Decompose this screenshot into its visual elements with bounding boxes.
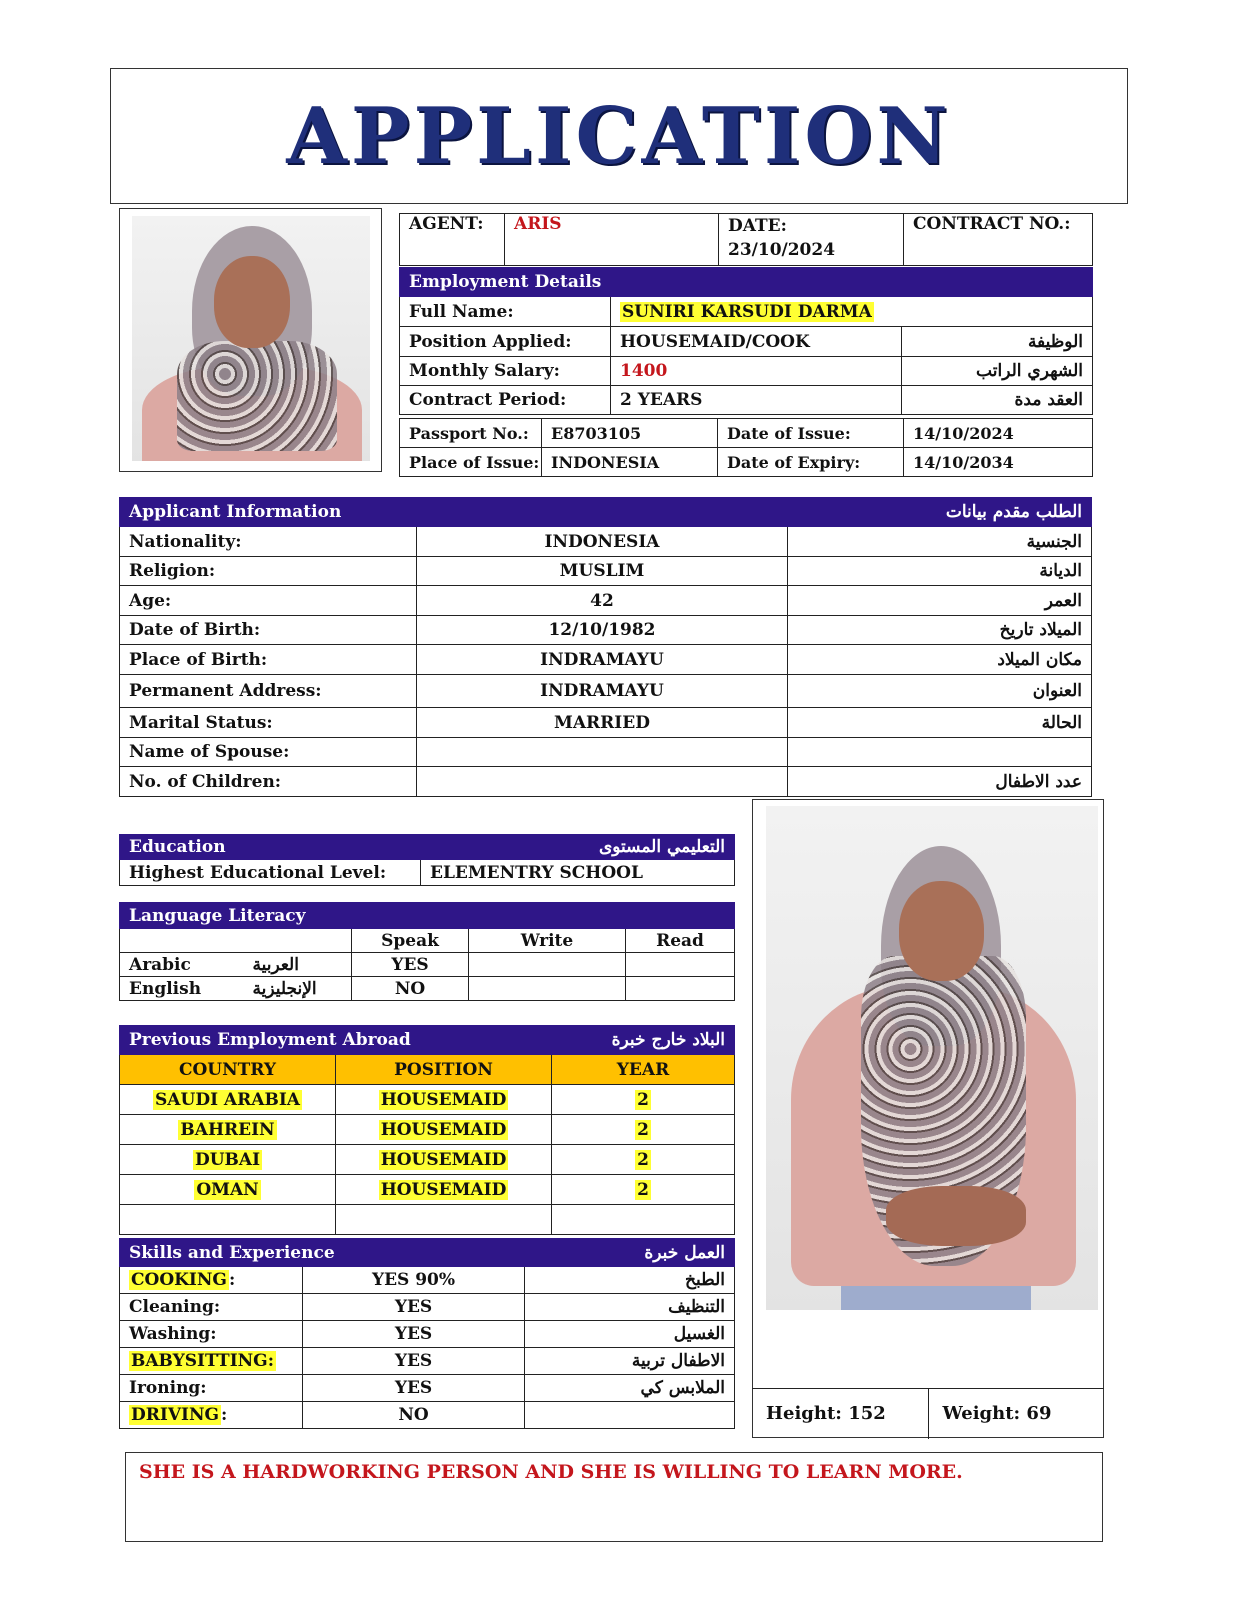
previous-col-position: POSITION [336,1055,552,1085]
applicant-row-ar: الميلاد تاريخ [788,616,1092,645]
language-name: English [120,977,244,1001]
applicant-row-label: Nationality: [120,527,417,557]
previous-year-cell [552,1085,735,1115]
skill-cleaning-ar: التنظيف [525,1294,735,1321]
agent-value: ARIS [505,214,719,266]
language-blank-header [120,929,352,953]
skill-babysitting-ar: الاطفال تربية [525,1348,735,1375]
height-value: Height: 152 [752,1389,928,1439]
applicant-row-value [417,738,788,767]
portrait-photo [132,216,370,461]
position-value: HOUSEMAID/COOK [611,327,902,357]
measurements-table [752,1388,1104,1439]
place-issue-label: Place of Issue: [400,448,542,477]
previous-position: HOUSEMAID [380,1119,507,1140]
previous-position: HOUSEMAID [380,1179,507,1200]
full-name-value: SUNIRI KARSUDI DARMA [622,301,872,322]
previous-col-year: YEAR [552,1055,735,1085]
applicant-row-ar: الجنسية [788,527,1092,557]
contract-period-value: 2 YEARS [611,386,902,415]
previous-country-cell [120,1115,336,1145]
contract-period-label: Contract Period: [400,386,611,415]
language-heading: Language Literacy [120,903,735,929]
skill-cleaning-label: Cleaning: [120,1294,303,1321]
previous-country-cell [120,1145,336,1175]
skill-ironing-label: Ironing: [120,1375,303,1402]
applicant-row-value [417,767,788,797]
previous-position-cell [336,1145,552,1175]
applicant-row-value: 12/10/1982 [417,616,788,645]
header-table [399,213,1093,266]
applicant-row-label: Place of Birth: [120,645,417,675]
skill-cooking-label: COOKING : [120,1267,303,1294]
previous-empty-cell [552,1205,735,1235]
language-col-write: Write [469,929,626,953]
applicant-row-value: INDRAMAYU [417,645,788,675]
previous-heading: Previous Employment Abroad [120,1026,552,1055]
language-name: Arabic [120,953,244,977]
previous-country-cell [120,1085,336,1115]
skill-washing-label: Washing: [120,1321,303,1348]
applicant-heading: Applicant Information [120,498,788,527]
previous-year-cell [552,1145,735,1175]
skill-ironing-value: YES [303,1375,525,1402]
expiry-label: Date of Expiry: [718,448,904,477]
applicant-row-label: Marital Status: [120,708,417,738]
place-issue-value: INDONESIA [542,448,718,477]
applicant-row-label: Name of Spouse: [120,738,417,767]
previous-position-cell [336,1175,552,1205]
applicant-row-ar: العنوان [788,675,1092,708]
position-label: Position Applied: [400,327,611,357]
applicant-row-value: 42 [417,586,788,616]
title-box [110,68,1128,204]
skill-driving-value: NO [303,1402,525,1429]
passport-table [399,418,1093,477]
previous-year: 2 [637,1119,649,1140]
language-read [626,977,735,1001]
contract-label: CONTRACT NO.: [904,214,1093,266]
applicant-row-label: Permanent Address: [120,675,417,708]
issue-date-label: Date of Issue: [718,419,904,448]
previous-year: 2 [637,1179,649,1200]
language-col-read: Read [626,929,735,953]
contract-period-ar: العقد مدة [902,386,1093,415]
education-heading: Education [120,835,421,860]
full-body-photo-frame [752,799,1104,1438]
applicant-row-value: MARRIED [417,708,788,738]
salary-ar: الشهري الراتب [902,357,1093,386]
issue-date-value: 14/10/2024 [904,419,1093,448]
applicant-row-ar: العمر [788,586,1092,616]
language-name-ar: الإنجليزية [244,977,352,1001]
previous-employment-table [119,1025,735,1235]
previous-position: HOUSEMAID [380,1089,507,1110]
weight-value: Weight: 69 [928,1389,1104,1439]
skills-heading-ar: العمل خبرة [525,1239,735,1267]
applicant-row-label: Age: [120,586,417,616]
skill-driving-name: DRIVING [131,1405,220,1425]
full-name-cell [611,297,1093,327]
remarks-box [125,1452,1103,1542]
date-cell [719,214,904,266]
previous-position-cell [336,1115,552,1145]
previous-empty-cell [336,1205,552,1235]
previous-year: 2 [637,1149,649,1170]
applicant-row-ar: عدد الاطفال [788,767,1092,797]
portrait-photo-frame [119,208,382,472]
language-write [469,953,626,977]
skills-table [119,1238,735,1429]
employment-table [399,267,1093,415]
previous-country: BAHREIN [180,1119,275,1140]
skills-heading: Skills and Experience [120,1239,525,1267]
skill-babysitting-name: BABYSITTING: [131,1351,274,1371]
applicant-row-ar: الحالة [788,708,1092,738]
page-title: APPLICATION [286,91,952,182]
passport-no-value: E8703105 [542,419,718,448]
education-level-label: Highest Educational Level: [120,860,421,886]
remarks-text: SHE IS A HARDWORKING PERSON AND SHE IS WILLING TO LEARN MORE. [139,1461,963,1483]
salary-label: Monthly Salary: [400,357,611,386]
agent-label: AGENT: [400,214,505,266]
applicant-row-value: INDRAMAYU [417,675,788,708]
previous-year-cell [552,1115,735,1145]
applicant-row-label: No. of Children: [120,767,417,797]
full-body-photo [766,806,1098,1310]
applicant-row-ar: الديانة [788,557,1092,586]
date-value: 23/10/2024 [728,240,836,260]
skill-cleaning-value: YES [303,1294,525,1321]
skill-cooking-value: YES 90% [303,1267,525,1294]
language-speak: NO [352,977,469,1001]
previous-country: DUBAI [194,1149,261,1170]
previous-position: HOUSEMAID [380,1149,507,1170]
passport-no-label: Passport No.: [400,419,542,448]
skill-cooking-name: COOKING [131,1270,227,1290]
skill-washing-ar: الغسيل [525,1321,735,1348]
language-name-ar: العربية [244,953,352,977]
skill-babysitting-label [120,1348,303,1375]
language-table [119,902,735,1001]
applicant-row-ar [788,738,1092,767]
previous-col-country: COUNTRY [120,1055,336,1085]
position-ar: الوظيفة [902,327,1093,357]
skill-cooking-ar: الطبخ [525,1267,735,1294]
previous-year-cell [552,1175,735,1205]
language-read [626,953,735,977]
applicant-row-value: INDONESIA [417,527,788,557]
applicant-row-ar: مكان الميلاد [788,645,1092,675]
previous-empty-cell [120,1205,336,1235]
education-level-value: ELEMENTRY SCHOOL [421,860,735,886]
applicant-table [119,497,1092,797]
full-name-label: Full Name: [400,297,611,327]
expiry-value: 14/10/2034 [904,448,1093,477]
skill-washing-value: YES [303,1321,525,1348]
language-col-speak: Speak [352,929,469,953]
previous-year: 2 [637,1089,649,1110]
salary-value: 1400 [611,357,902,386]
applicant-row-value: MUSLIM [417,557,788,586]
applicant-heading-ar: الطلب مقدم بيانات [788,498,1092,527]
employment-heading: Employment Details [400,268,1093,297]
previous-position-cell [336,1085,552,1115]
previous-country: SAUDI ARABIA [155,1089,300,1110]
skill-ironing-ar: الملابس كي [525,1375,735,1402]
previous-heading-ar: البلاد خارج خبرة [552,1026,735,1055]
language-write [469,977,626,1001]
education-table [119,834,735,886]
language-speak: YES [352,953,469,977]
skill-driving-ar [525,1402,735,1429]
date-label: DATE: [728,216,787,236]
skill-babysitting-value: YES [303,1348,525,1375]
applicant-row-label: Religion: [120,557,417,586]
education-heading-ar: التعليمي المستوى [421,835,735,860]
previous-country-cell [120,1175,336,1205]
skill-driving-label: DRIVING : [120,1402,303,1429]
previous-country: OMAN [196,1179,259,1200]
applicant-row-label: Date of Birth: [120,616,417,645]
